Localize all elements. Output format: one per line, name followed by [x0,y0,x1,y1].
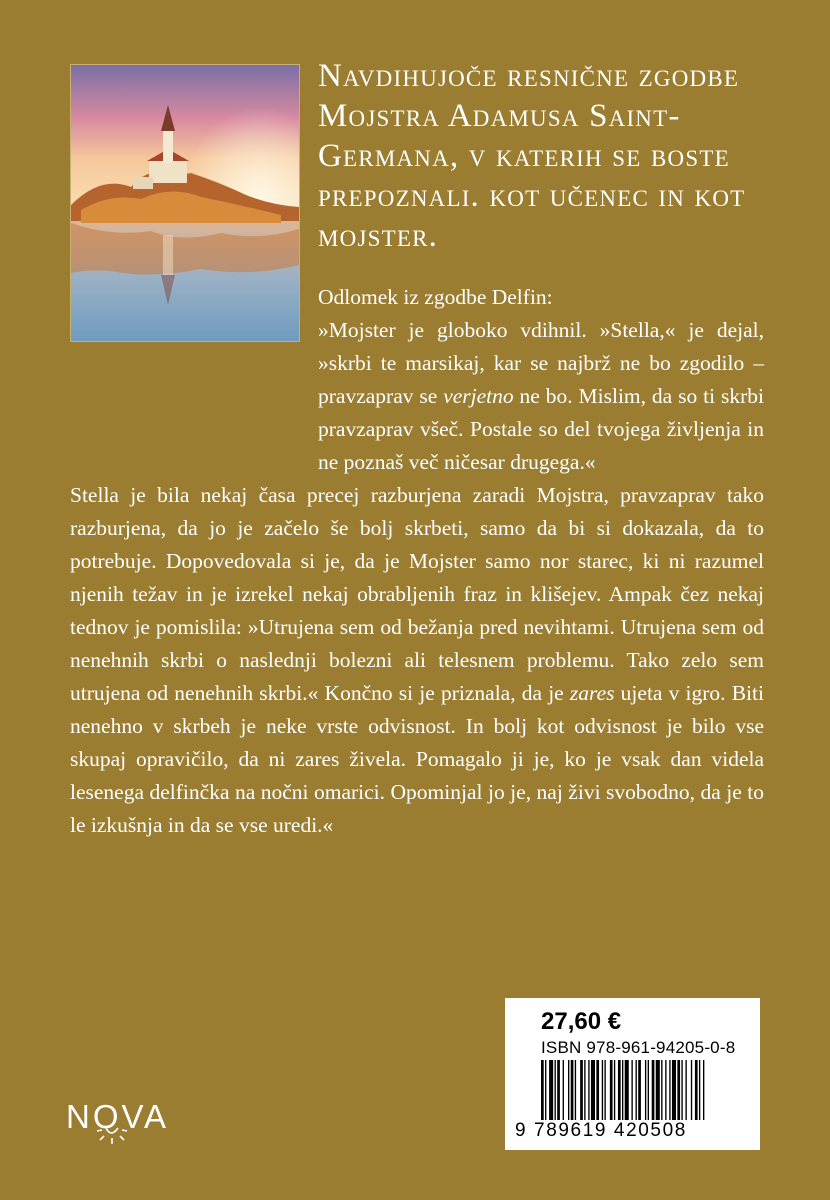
barcode-bar [656,1060,660,1120]
publisher-logo [66,1090,206,1150]
barcode-bar [541,1060,544,1120]
barcode-bars [541,1060,753,1120]
barcode-bar [545,1060,546,1120]
barcode-label [505,998,760,1150]
barcode-bar [575,1060,576,1120]
barcode-bar [691,1060,692,1120]
excerpt-body [70,314,764,842]
barcode-bar [584,1060,585,1120]
barcode-bar [652,1060,655,1120]
barcode-bar [596,1060,599,1120]
barcode-bar [604,1060,605,1120]
barcode-bar [638,1060,641,1120]
excerpt-paragraph-1 [70,314,764,479]
barcode-bar [681,1060,682,1120]
barcode-bar [555,1060,556,1120]
barcode-bar [622,1060,623,1120]
barcode-bar [672,1060,676,1120]
barcode-bar [636,1060,637,1120]
barcode-bar [625,1060,629,1120]
emphasis-zares: zares [569,681,615,705]
barcode-bar [703,1060,704,1120]
barcode-bar [610,1060,613,1120]
barcode-bar [699,1060,700,1120]
barcode-bar [677,1060,680,1120]
ean-digits: 9 789619 420508 [515,1120,687,1141]
barcode-bar [591,1060,595,1120]
barcode-bar [695,1060,698,1120]
excerpt-paragraph-2: Stella je bila nekaj časa precej razburjena zaradi Mojstra, pravzaprav tako razburjena, da jo je začelo še bolj skrbeti, samo da bi si dokazala, da to potrebuje. Dopovedovala si je, da je Mojster samo nor starec, ki ni razumel njenih težav in je izrekel nekaj obrabljenih fraz in klišejev. Ampak čez nekaj tednov je pomislila: »Utrujena sem od bežanja pred nevihtami. Utrujena sem od nenehnih skrbi o naslednji bolezni ali telesnem problemu. Tako zelo sem utrujena od nenehnih skrbi.« Končno si je priznala, da je zares ujeta v igro. Biti nenehno v skrbeh je neke vrste odvisnost. In bolj kot odvisnost je bilo vse skupaj opravičilo, da ni zares živela. Pomagalo ji je, ko je vsak dan videla lesenega delfinčka na nočni omarici. Opominjal jo je, naj živi svobodno, da je to le izkušnja in da se vse uredi.« [70,483,764,837]
barcode-bar [602,1060,603,1120]
barcode-bar [618,1060,621,1120]
barcode-bar [631,1060,632,1120]
barcode-bar [568,1060,569,1120]
excerpt-paragraph-1-text: »Mojster je globoko vdihnil. »Stella,« je dejal, »skrbi te marsikaj, kar se najbrž ne bo zgodilo – pravzaprav se verjetno ne bo. Mislim, da so ti skrbi pravzaprav všeč. Postale so del tvojega življenja in ne poznaš več ničesar drugega.« [318,318,764,474]
barcode-bar [645,1060,646,1120]
barcode-bar [588,1060,589,1120]
barcode-bar [648,1060,649,1120]
cover-photo-lake-bled [70,64,300,342]
emphasis-verjetno: verjetno [443,384,514,408]
barcode-bar [685,1060,686,1120]
barcode-bar [661,1060,662,1120]
excerpt-title: Odlomek iz zgodbe Delfin: [318,285,553,309]
headline: Navdihujoče resnične zgodbe Mojstra Adamusa Saint-Germana, v katerih se boste prepoznali. kot učenec in kot mojster. [318,58,746,254]
barcode-bar [580,1060,583,1120]
price: 27,60 € [541,1008,622,1035]
isbn: ISBN 978-961-94205-0-8 [541,1038,736,1057]
publisher-name: NOVA [66,1098,170,1135]
barcode-bar [557,1060,560,1120]
barcode-bar [563,1060,564,1120]
barcode-bar [614,1060,615,1120]
barcode-bar [549,1060,553,1120]
barcode-bar [665,1060,666,1120]
barcode-bar [669,1060,670,1120]
barcode-bar [571,1060,574,1120]
